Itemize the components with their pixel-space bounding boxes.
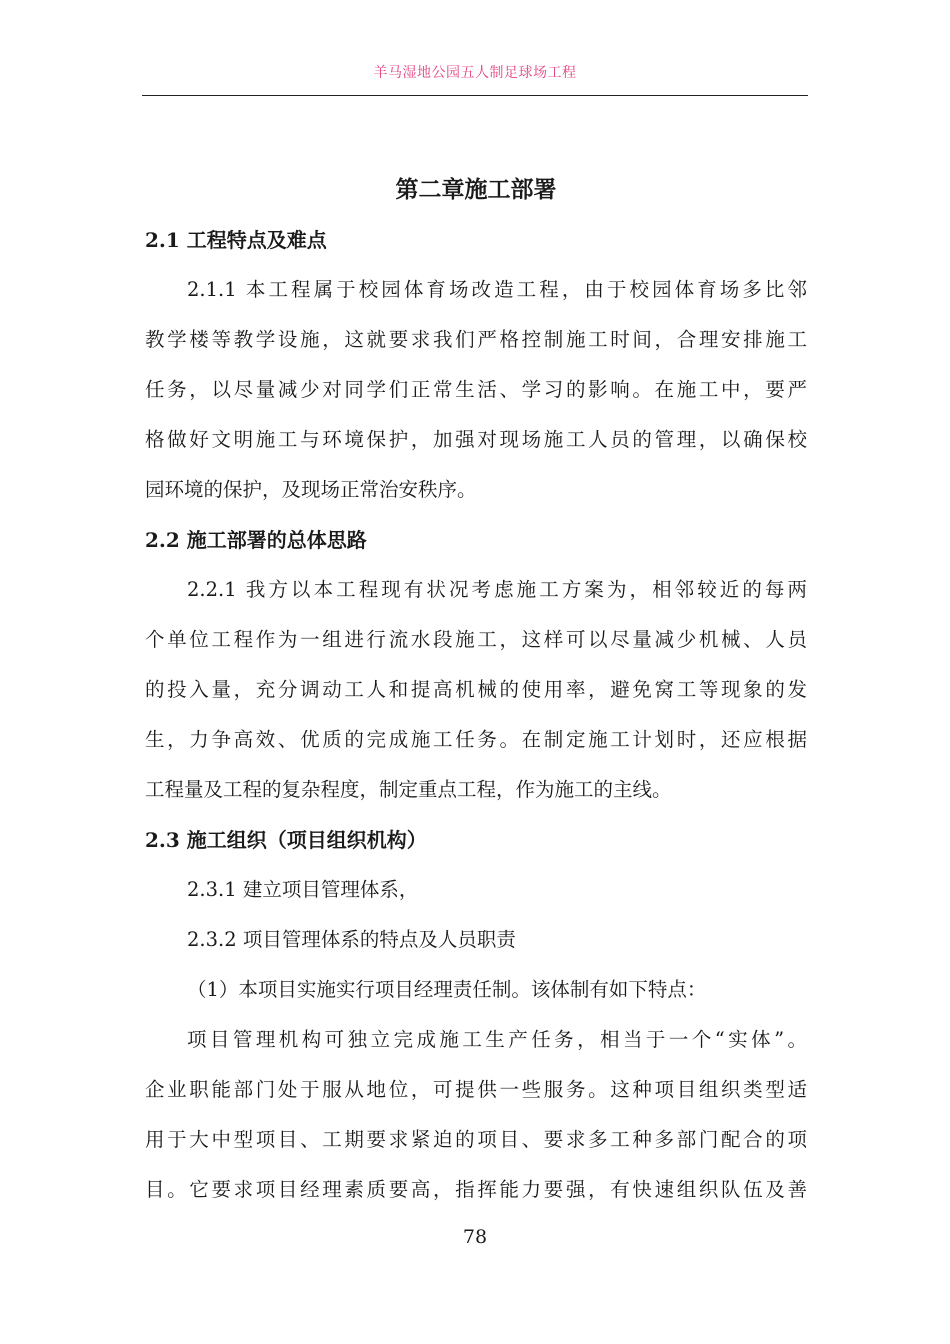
paragraph-line: 个单位工程作为一组进行流水段施工，这样可以尽量减少机械、人员 — [145, 628, 807, 651]
paragraph-line: 工程量及工程的复杂程度，制定重点工程，作为施工的主线。 — [145, 778, 672, 801]
paragraph-line: 的投入量，充分调动工人和提高机械的使用率，避免窝工等现象的发 — [145, 678, 807, 701]
paragraph-line: 教学楼等教学设施，这就要求我们严格控制施工时间，合理安排施工 — [145, 328, 807, 351]
paragraph-line: 格做好文明施工与环境保护，加强对现场施工人员的管理，以确保校 — [145, 428, 807, 451]
sub-item-2-3-1: 2.3.1 建立项目管理体系， — [187, 878, 419, 901]
running-header: 羊马湿地公园五人制足球场工程 — [373, 65, 577, 81]
section-heading-2-2: 2.2 施工部署的总体思路 — [145, 528, 367, 552]
sub-item-2-3-2: 2.3.2 项目管理体系的特点及人员职责 — [187, 928, 516, 951]
header-divider — [142, 95, 808, 96]
paragraph-line: 任务，以尽量减少对同学们正常生活、学习的影响。在施工中，要严 — [145, 378, 807, 401]
paragraph-2-1-1 — [145, 265, 807, 515]
sub-item-2-3-2-1: （1）本项目实施实行项目经理责任制。该体制有如下特点： — [187, 978, 707, 1001]
paragraph-line: 2.1.1 本工程属于校园体育场改造工程，由于校园体育场多比邻 — [187, 278, 807, 301]
chapter-title: 第二章施工部署 — [395, 176, 557, 203]
document-body — [145, 165, 807, 1215]
paragraph-line: 生，力争高效、优质的完成施工任务。在制定施工计划时，还应根据 — [145, 728, 807, 751]
paragraph-line: 项目管理机构可独立完成施工生产任务，相当于一个“实体”。 — [187, 1028, 807, 1051]
page-number: 78 — [462, 1226, 488, 1248]
paragraph-line: 2.2.1 我方以本工程现有状况考虑施工方案为，相邻较近的每两 — [187, 578, 807, 601]
section-heading-2-1: 2.1 工程特点及难点 — [145, 228, 327, 252]
paragraph-project-management — [145, 1015, 807, 1215]
paragraph-2-2-1 — [145, 565, 807, 815]
paragraph-line: 园环境的保护，及现场正常治安秩序。 — [145, 478, 477, 501]
paragraph-line: 目。它要求项目经理素质要高，指挥能力要强，有快速组织队伍及善 — [145, 1178, 807, 1201]
section-heading-2-3: 2.3 施工组织（项目组织机构） — [145, 828, 427, 852]
paragraph-line: 企业职能部门处于服从地位，可提供一些服务。这种项目组织类型适 — [145, 1078, 807, 1101]
paragraph-line: 用于大中型项目、工期要求紧迫的项目、要求多工种多部门配合的项 — [145, 1128, 807, 1151]
